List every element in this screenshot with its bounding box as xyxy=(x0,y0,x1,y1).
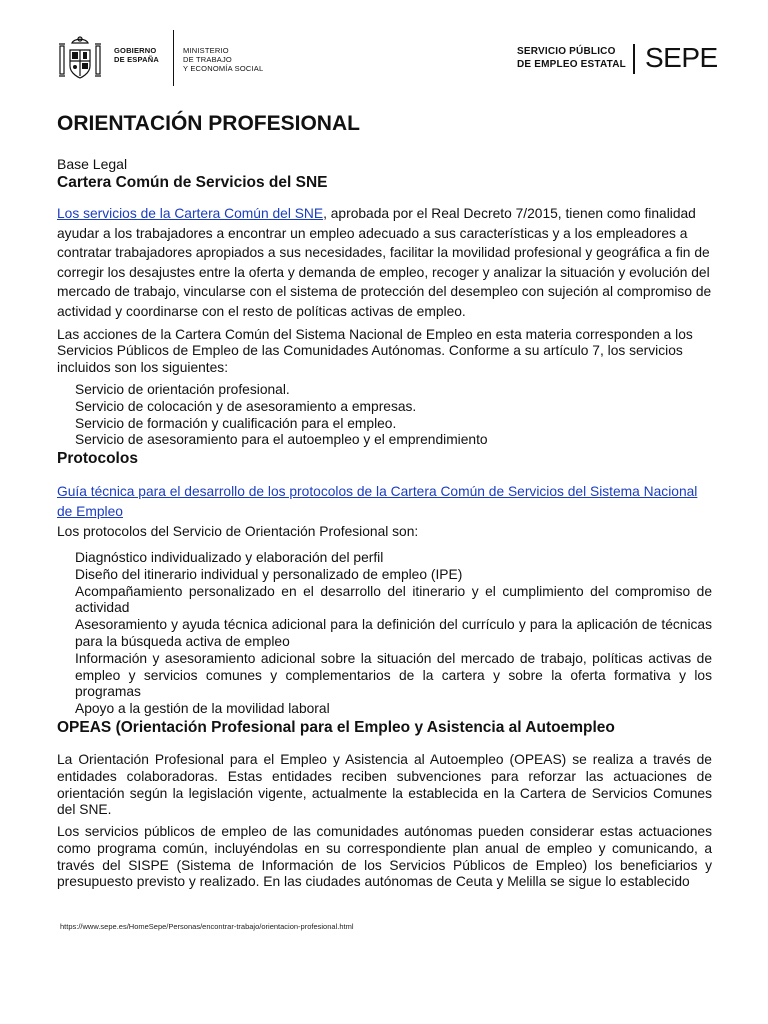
list-item: Servicio de formación y cualificación para el empleo. xyxy=(75,415,397,431)
page-title: ORIENTACIÓN PROFESIONAL xyxy=(57,112,360,135)
list-item: Diseño del itinerario individual y personalizado de empleo (IPE) xyxy=(75,566,463,582)
opeas-paragraph-1: La Orientación Profesional para el Empleo y Asistencia al Autoempleo (OPEAS) se realiza a través de entidades colaboradoras. Estas entidades reciben subvenciones para reforzar las actuaciones de orientación según la legislación vigente, actualmente la establecida en la Cartera de Servicios Comunes del SNE. xyxy=(57,751,712,818)
government-label: GOBIERNO DE ESPAÑA xyxy=(114,46,160,64)
footer-url: https://www.sepe.es/HomeSepe/Personas/encontrar-trabajo/orientacion-profesional.html xyxy=(60,922,354,931)
guia-paragraph xyxy=(57,482,712,522)
cartera-comun-link[interactable]: Los servicios de la Cartera Común del SNE xyxy=(57,206,324,221)
list-item: Información y asesoramiento adicional sobre la situación del mercado de trabajo, políticas activas de empleo y servicios comunes y complementarios de la cartera y sobre la oferta formativa y los programas xyxy=(75,650,712,700)
sepe-divider xyxy=(633,44,635,74)
list-item: Apoyo a la gestión de la movilidad laboral xyxy=(75,701,330,717)
sepe-label: SERVICIO PÚBLICO DE EMPLEO ESTATAL xyxy=(517,46,626,70)
list-item: Asesoramiento y ayuda técnica adicional para la definición del currículo y para la aplicación de técnicas para la búsqueda activa de empleo xyxy=(75,617,712,649)
protocolos-list xyxy=(57,550,712,718)
list-item: Acompañamiento personalizado en el desarrollo del itinerario y el cumplimiento del compromiso de actividad xyxy=(75,583,712,616)
page-header xyxy=(56,28,720,90)
list-item: Diagnóstico individualizado y elaboración del perfil xyxy=(75,549,384,565)
ministry-label: MINISTERIO DE TRABAJO Y ECONOMÍA SOCIAL xyxy=(183,46,264,73)
cartera-heading: Cartera Común de Servicios del SNE xyxy=(57,174,328,191)
header-divider xyxy=(173,30,174,86)
protocolos-intro: Los protocolos del Servicio de Orientación Profesional son: xyxy=(57,524,419,540)
main-content xyxy=(57,110,712,896)
protocolos-heading: Protocolos xyxy=(57,450,138,468)
opeas-heading: OPEAS (Orientación Profesional para el Empleo y Asistencia al Autoempleo xyxy=(57,718,615,736)
sepe-logo: SEPE xyxy=(645,42,718,73)
guia-tecnica-link[interactable]: Guía técnica para el desarrollo de los protocolos de la Cartera Común de Servicios del Sistema Nacional de Empleo xyxy=(57,484,698,520)
coat-of-arms-icon xyxy=(56,34,104,84)
opeas-paragraph-2: Los servicios públicos de empleo de las comunidades autónomas pueden considerar estas actuaciones como programa común, incluyéndolas en su correspondiente plan anual de empleo y comunicando, a través del SISPE (Sistema de Información de los Servicios Públicos de Empleo) los beneficiarios y presupuesto previsto y realizado. En las ciudades autónomas de Ceuta y Melilla se sigue lo establecido xyxy=(57,824,712,890)
base-legal-label: Base Legal xyxy=(57,156,128,172)
list-item: Servicio de colocación y de asesoramiento a empresas. xyxy=(75,398,417,414)
list-item: Servicio de orientación profesional. xyxy=(75,381,290,397)
intro-paragraph: Los servicios de la Cartera Común del SNE, aprobada por el Real Decreto 7/2015, tienen como finalidad ayudar a los trabajadores a encontrar un empleo adecuado a sus características y a los empleadores a contratar trabajadores apropiados a sus necesidades, facilitar la movilidad profesional y geográfica a fin de corregir los desajustes entre la oferta y demanda de empleo, recoger y analizar la situación y evolución del mercado de trabajo, vincularse con el sistema de protección del desempleo con sujeción al compromiso de actividad y coordinarse con el resto de políticas activas de empleo. xyxy=(57,206,712,319)
acciones-paragraph: Las acciones de la Cartera Común del Sistema Nacional de Empleo en esta materia corresponden a los Servicios Públicos de Empleo de las Comunidades Autónomas. Conforme a su artículo 7, los servicios incluidos son los siguientes: xyxy=(57,326,693,376)
services-list xyxy=(57,382,712,449)
list-item: Servicio de asesoramiento para el autoempleo y el emprendimiento xyxy=(75,432,488,448)
